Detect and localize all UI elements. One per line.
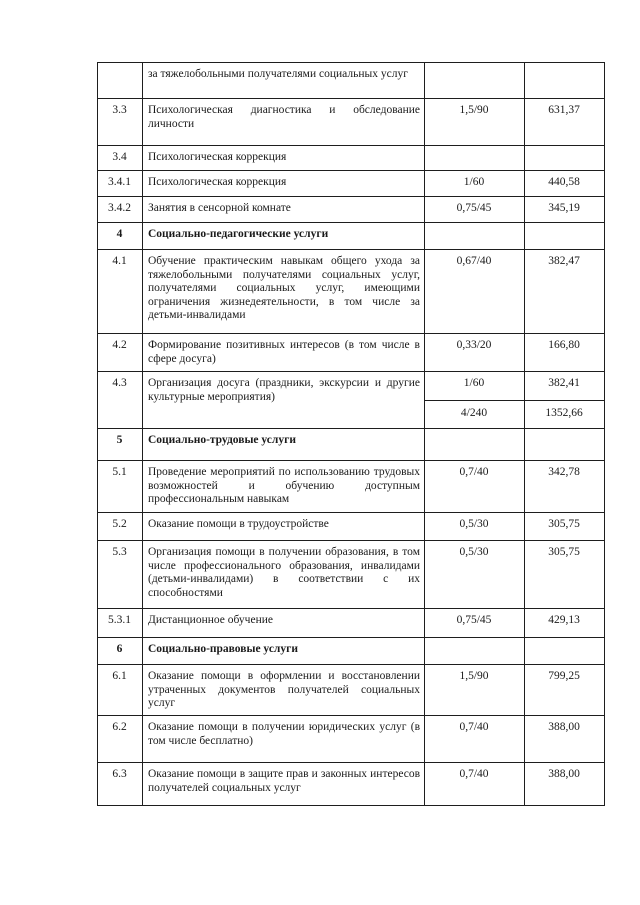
row-number: 3.4.1 (108, 176, 131, 188)
time-norm: 0,7/40 (459, 466, 489, 478)
table-row-border (97, 762, 605, 763)
table-row-border (97, 608, 605, 609)
time-norm: 0,5/30 (459, 546, 489, 558)
service-price: 388,00 (548, 768, 580, 780)
service-price: 631,37 (548, 104, 580, 116)
table-column-border (424, 62, 425, 806)
service-name: Оказание помощи в получении юридических услуг (в том числе бесплатно) (148, 721, 420, 747)
time-norm: 1,5/90 (459, 670, 489, 682)
service-name: Психологическая коррекция (148, 176, 287, 188)
row-number: 4 (116, 228, 123, 240)
service-price: 429,13 (548, 614, 580, 626)
service-name: за тяжелобольными получателями социальных услуг (148, 68, 408, 80)
service-name: Психологическая коррекция (148, 151, 287, 163)
time-norm: 0,75/45 (456, 614, 492, 626)
table-row-border (97, 371, 605, 372)
row-number: 5.1 (112, 466, 127, 478)
service-price: 382,47 (548, 255, 580, 267)
service-price: 342,78 (548, 466, 580, 478)
table-row-border (97, 637, 605, 638)
table-row-border (97, 249, 605, 250)
table-row-border (97, 460, 605, 461)
time-norm: 0,33/20 (456, 339, 492, 351)
table-row-border (97, 196, 605, 197)
service-name: Оказание помощи в защите прав и законных интересов получателей социальных услуг (148, 768, 420, 794)
service-name: Социально-педагогические услуги (148, 228, 329, 240)
row-number: 3.3 (112, 104, 127, 116)
time-norm: 0,7/40 (459, 768, 489, 780)
table-row-border (97, 98, 605, 99)
service-name: Оказание помощи в трудоустройстве (148, 518, 329, 530)
time-norm: 4/240 (460, 407, 488, 419)
row-number: 4.3 (112, 377, 127, 389)
time-norm: 1/60 (463, 176, 485, 188)
row-number: 5 (116, 434, 123, 446)
service-name: Социально-правовые услуги (148, 643, 298, 655)
service-price: 345,19 (548, 202, 580, 214)
table-row-border (97, 805, 605, 806)
row-number: 4.2 (112, 339, 127, 351)
service-name: Обучение практическим навыкам общего ухода за тяжелобольными получателями социальных услуг, получателями социальных услуг, имеющими ограничения жизнедеятельности, в том числе за детьми-инвалидами (148, 255, 420, 321)
service-price: 799,25 (548, 670, 580, 682)
table-row-border (97, 540, 605, 541)
service-name: Организация помощи в получении образования, в том числе профессионального образования, инвалидами (детьми-инвалидами) в соответствии с их способностями (148, 546, 420, 599)
table-row-border (97, 512, 605, 513)
service-name: Организация досуга (праздники, экскурсии и другие культурные мероприятия) (148, 377, 420, 403)
time-norm: 0,5/30 (459, 518, 489, 530)
service-name: Проведение мероприятий по использованию трудовых возможностей и обучению доступным профессиональным навыкам (148, 466, 420, 505)
table-row-border (97, 170, 605, 171)
row-number: 6.2 (112, 721, 127, 733)
row-number: 5.3 (112, 546, 127, 558)
service-name: Занятия в сенсорной комнате (148, 202, 291, 214)
time-norm: 1,5/90 (459, 104, 489, 116)
service-name: Оказание помощи в оформлении и восстановлении утраченных документов получателей социальных услуг (148, 670, 420, 709)
row-number: 5.2 (112, 518, 127, 530)
service-name: Формирование позитивных интересов (в том числе в сфере досуга) (148, 339, 420, 365)
time-norm: 0,75/45 (456, 202, 492, 214)
table-column-border (142, 62, 143, 806)
service-price: 388,00 (548, 721, 580, 733)
table-column-border (97, 62, 98, 806)
service-price: 305,75 (548, 518, 580, 530)
service-price: 305,75 (548, 546, 580, 558)
time-norm: 1/60 (463, 377, 485, 389)
row-number: 3.4.2 (108, 202, 131, 214)
table-row-border (97, 664, 605, 665)
row-number: 4.1 (112, 255, 127, 267)
service-name: Социально-трудовые услуги (148, 434, 296, 446)
service-price: 166,80 (548, 339, 580, 351)
row-number: 3.4 (112, 151, 127, 163)
table-row-border (97, 333, 605, 334)
table-row-border (97, 222, 605, 223)
row-number: 6 (116, 643, 123, 655)
table-row-border (97, 428, 605, 429)
row-number: 5.3.1 (108, 614, 131, 626)
table-row-border (97, 145, 605, 146)
service-price: 382,41 (548, 377, 580, 389)
row-number: 6.1 (112, 670, 127, 682)
time-norm: 0,7/40 (459, 721, 489, 733)
service-price: 440,58 (548, 176, 580, 188)
time-norm: 0,67/40 (456, 255, 492, 267)
row-number: 6.3 (112, 768, 127, 780)
table-column-border (604, 62, 605, 806)
service-name: Дистанционное обучение (148, 614, 273, 626)
table-row-border (97, 715, 605, 716)
service-price: 1352,66 (545, 407, 583, 419)
table-row-subdivider (424, 400, 605, 401)
table-row-border (97, 62, 605, 63)
table-column-border (524, 62, 525, 806)
service-name: Психологическая диагностика и обследование личности (148, 104, 420, 130)
